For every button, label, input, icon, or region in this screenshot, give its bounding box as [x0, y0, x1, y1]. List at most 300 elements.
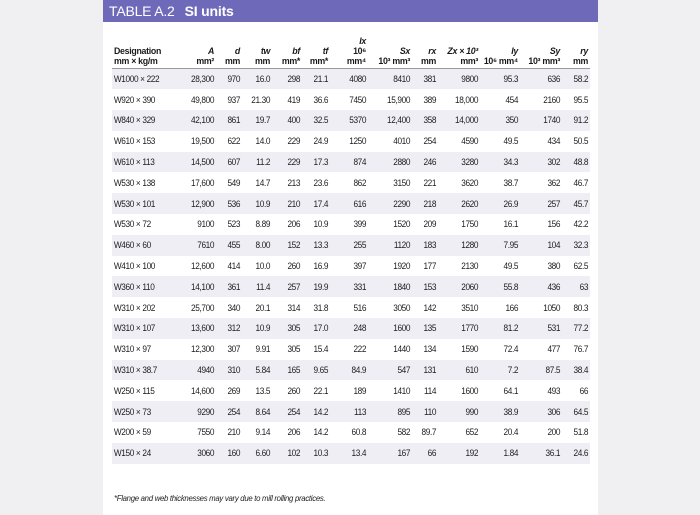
- value-cell: 66: [427, 448, 437, 459]
- table-row: [112, 380, 590, 401]
- value-cell: 8.64: [255, 406, 271, 417]
- value-cell: 84.9: [351, 365, 367, 376]
- value-cell: 312: [227, 323, 241, 334]
- value-cell: 218: [423, 198, 437, 209]
- designation-cell: W310 × 38.7: [113, 365, 157, 376]
- value-cell: 183: [423, 240, 437, 251]
- value-cell: 1750: [461, 219, 479, 230]
- value-cell: 652: [465, 427, 479, 438]
- header-symbol: Iy: [511, 46, 518, 56]
- header-unit: mm: [572, 56, 588, 66]
- value-cell: 229: [287, 136, 301, 147]
- value-cell: 7.95: [503, 240, 519, 251]
- value-cell: 46.7: [573, 177, 589, 188]
- value-cell: 34.3: [503, 157, 519, 168]
- value-cell: 582: [397, 427, 411, 438]
- designation-cell: W460 × 60: [113, 240, 151, 251]
- value-cell: 298: [287, 74, 301, 85]
- value-cell: 477: [547, 344, 561, 355]
- value-cell: 12,600: [191, 261, 215, 272]
- value-cell: 314: [287, 302, 301, 313]
- table-row: [112, 297, 590, 318]
- value-cell: 3150: [393, 177, 411, 188]
- value-cell: 38.4: [573, 365, 589, 376]
- value-cell: 260: [287, 385, 301, 396]
- value-cell: 55.8: [503, 281, 519, 292]
- header-col-8: [412, 35, 438, 69]
- header-symbol: Zx × 10³: [447, 46, 478, 56]
- value-cell: 21.30: [251, 94, 271, 105]
- value-cell: 62.5: [573, 261, 589, 272]
- header-unit: mm × kg/m: [114, 56, 158, 66]
- value-cell: 1.84: [503, 448, 519, 459]
- value-cell: 134: [423, 344, 437, 355]
- header-symbol: tf: [322, 46, 328, 56]
- table-row: [112, 110, 590, 131]
- value-cell: 32.3: [573, 240, 589, 251]
- value-cell: 310: [227, 365, 241, 376]
- header-unit: mm²: [196, 56, 214, 66]
- value-cell: 206: [287, 219, 301, 230]
- header-col-12: [562, 35, 590, 69]
- value-cell: 389: [423, 94, 437, 105]
- value-cell: 455: [227, 240, 241, 251]
- header-symbol: A: [207, 46, 214, 56]
- value-cell: 350: [505, 115, 519, 126]
- value-cell: 66: [579, 385, 589, 396]
- value-cell: 1440: [393, 344, 411, 355]
- value-cell: 434: [547, 136, 561, 147]
- table-row: [112, 172, 590, 193]
- designation-cell: W310 × 97: [113, 344, 151, 355]
- value-cell: 189: [353, 385, 367, 396]
- value-cell: 206: [287, 427, 301, 438]
- table-row: [112, 339, 590, 360]
- header-symbol: tw: [260, 46, 270, 56]
- value-cell: 20.4: [503, 427, 519, 438]
- header-symbol: Ix: [359, 36, 366, 46]
- table-row: [112, 89, 590, 110]
- value-cell: 5.84: [255, 365, 271, 376]
- value-cell: 531: [547, 323, 561, 334]
- header-unit: mm*: [281, 56, 300, 66]
- table-number: TABLE A.2: [109, 3, 175, 19]
- table-row: [112, 276, 590, 297]
- table-row: [112, 422, 590, 443]
- table-row: [112, 401, 590, 422]
- value-cell: 14.2: [313, 406, 329, 417]
- value-cell: 1840: [393, 281, 411, 292]
- value-cell: 7550: [197, 427, 215, 438]
- value-cell: 142: [423, 302, 437, 313]
- designation-cell: W150 × 24: [113, 448, 151, 459]
- value-cell: 11.4: [256, 281, 271, 292]
- header-unit: mm: [254, 56, 270, 66]
- value-cell: 11.2: [256, 157, 271, 168]
- value-cell: 104: [547, 240, 561, 251]
- value-cell: 177: [423, 261, 437, 272]
- table-row: [112, 131, 590, 152]
- header-unit: mm: [420, 56, 436, 66]
- header-row: [112, 35, 590, 69]
- value-cell: 862: [353, 177, 367, 188]
- value-cell: 269: [227, 385, 241, 396]
- value-cell: 9.14: [255, 427, 271, 438]
- value-cell: 192: [465, 448, 479, 459]
- value-cell: 536: [227, 198, 241, 209]
- value-cell: 49.5: [503, 136, 519, 147]
- value-cell: 2060: [461, 281, 479, 292]
- value-cell: 16.0: [255, 74, 271, 85]
- value-cell: 5370: [349, 115, 367, 126]
- header-col-6: [330, 35, 368, 69]
- footnote: *Flange and web thicknesses may vary due to mill rolling practices.: [114, 494, 326, 503]
- value-cell: 861: [227, 115, 241, 126]
- value-cell: 1250: [349, 136, 367, 147]
- header-symbol: bf: [292, 46, 300, 56]
- value-cell: 42,100: [191, 115, 215, 126]
- value-cell: 16.1: [503, 219, 519, 230]
- value-cell: 156: [547, 219, 561, 230]
- header-unit: 10³ mm³: [528, 56, 560, 66]
- value-cell: 361: [227, 281, 241, 292]
- value-cell: 622: [227, 136, 241, 147]
- value-cell: 76.7: [573, 344, 589, 355]
- value-cell: 1050: [543, 302, 561, 313]
- value-cell: 12,300: [191, 344, 215, 355]
- value-cell: 2620: [461, 198, 479, 209]
- value-cell: 1770: [461, 323, 479, 334]
- value-cell: 254: [287, 406, 301, 417]
- header-symbol: Designation: [114, 46, 162, 56]
- value-cell: 358: [423, 115, 437, 126]
- value-cell: 1520: [393, 219, 411, 230]
- value-cell: 1590: [461, 344, 479, 355]
- value-cell: 131: [423, 365, 437, 376]
- header-unit: mm*: [309, 56, 328, 66]
- value-cell: 3060: [197, 448, 215, 459]
- value-cell: 14.2: [313, 427, 329, 438]
- header-unit: mm: [224, 56, 240, 66]
- value-cell: 516: [353, 302, 367, 313]
- value-cell: 419: [287, 94, 301, 105]
- value-cell: 610: [465, 365, 479, 376]
- table-row: [112, 256, 590, 277]
- value-cell: 17.0: [313, 323, 329, 334]
- value-cell: 167: [397, 448, 411, 459]
- designation-cell: W530 × 101: [113, 198, 156, 209]
- value-cell: 24.6: [573, 448, 589, 459]
- value-cell: 166: [505, 302, 519, 313]
- header-unit: 10³ mm³: [378, 56, 410, 66]
- value-cell: 990: [465, 406, 479, 417]
- value-cell: 81.2: [503, 323, 519, 334]
- value-cell: 22.1: [313, 385, 329, 396]
- value-cell: 248: [353, 323, 367, 334]
- designation-cell: W920 × 390: [113, 94, 156, 105]
- value-cell: 3510: [461, 302, 479, 313]
- header-symbol: rx: [428, 46, 436, 56]
- table-subtitle: SI units: [184, 3, 234, 19]
- designation-cell: W250 × 73: [113, 406, 151, 417]
- value-cell: 1120: [393, 240, 411, 251]
- table-body: [112, 69, 590, 464]
- value-cell: 255: [353, 240, 367, 251]
- value-cell: 7610: [197, 240, 215, 251]
- value-cell: 10.9: [255, 198, 271, 209]
- table-row: [112, 193, 590, 214]
- designation-cell: W610 × 113: [113, 157, 155, 168]
- value-cell: 8410: [393, 74, 411, 85]
- value-cell: 13,600: [191, 323, 215, 334]
- value-cell: 14,500: [191, 157, 215, 168]
- value-cell: 51.8: [573, 427, 589, 438]
- header-symbol: d: [234, 46, 240, 56]
- header-symbol: Sy: [549, 46, 560, 56]
- value-cell: 32.5: [313, 115, 329, 126]
- value-cell: 26.9: [503, 198, 519, 209]
- value-cell: 77.2: [573, 323, 589, 334]
- value-cell: 10.9: [255, 323, 271, 334]
- value-cell: 200: [547, 427, 561, 438]
- value-cell: 607: [227, 157, 241, 168]
- value-cell: 209: [423, 219, 437, 230]
- value-cell: 213: [287, 177, 301, 188]
- value-cell: 10.9: [313, 219, 329, 230]
- table-row: [112, 152, 590, 173]
- value-cell: 114: [424, 385, 437, 396]
- header-col-3: [242, 35, 272, 69]
- header-unit: 10⁶ mm⁴: [483, 56, 518, 66]
- value-cell: 21.1: [313, 74, 329, 85]
- value-cell: 1280: [461, 240, 479, 251]
- value-cell: 397: [353, 261, 367, 272]
- header-col-9: [438, 35, 480, 69]
- value-cell: 10.0: [255, 261, 271, 272]
- value-cell: 1920: [393, 261, 411, 272]
- value-cell: 307: [227, 344, 241, 355]
- designation-cell: W1000 × 222: [113, 74, 160, 85]
- value-cell: 63: [579, 281, 589, 292]
- value-cell: 305: [287, 323, 301, 334]
- value-cell: 306: [547, 406, 561, 417]
- table-card: [103, 0, 598, 515]
- value-cell: 221: [423, 177, 437, 188]
- designation-cell: W310 × 202: [113, 302, 156, 313]
- value-cell: 895: [397, 406, 411, 417]
- value-cell: 87.5: [545, 365, 561, 376]
- value-cell: 19.9: [313, 281, 329, 292]
- value-cell: 229: [287, 157, 301, 168]
- value-cell: 254: [227, 406, 241, 417]
- value-cell: 49,800: [191, 94, 215, 105]
- value-cell: 10.3: [313, 448, 329, 459]
- value-cell: 45.7: [573, 198, 589, 209]
- value-cell: 7.2: [507, 365, 519, 376]
- value-cell: 547: [397, 365, 411, 376]
- table-row: [112, 235, 590, 256]
- value-cell: 25,700: [191, 302, 215, 313]
- value-cell: 14.0: [255, 136, 271, 147]
- designation-cell: W530 × 138: [113, 177, 156, 188]
- value-cell: 152: [287, 240, 301, 251]
- header-unit: mm³: [460, 56, 478, 66]
- value-cell: 8.00: [255, 240, 271, 251]
- value-cell: 1600: [393, 323, 411, 334]
- value-cell: 2160: [543, 94, 561, 105]
- value-cell: 14.7: [255, 177, 271, 188]
- value-cell: 1410: [393, 385, 411, 396]
- designation-cell: W840 × 329: [113, 115, 156, 126]
- value-cell: 2880: [393, 157, 411, 168]
- value-cell: 9.91: [255, 344, 271, 355]
- value-cell: 14,000: [455, 115, 479, 126]
- value-cell: 38.9: [503, 406, 519, 417]
- value-cell: 246: [423, 157, 437, 168]
- value-cell: 549: [227, 177, 241, 188]
- header-symbol: ry: [580, 46, 588, 56]
- value-cell: 102: [287, 448, 301, 459]
- value-cell: 17.3: [313, 157, 329, 168]
- header-unit: 10⁶ mm⁴: [346, 46, 366, 66]
- value-cell: 17,600: [191, 177, 215, 188]
- designation-cell: W200 × 59: [113, 427, 151, 438]
- value-cell: 19.7: [255, 115, 271, 126]
- value-cell: 135: [423, 323, 437, 334]
- value-cell: 254: [423, 136, 437, 147]
- value-cell: 38.7: [503, 177, 519, 188]
- value-cell: 50.5: [573, 136, 589, 147]
- value-cell: 9100: [197, 219, 215, 230]
- value-cell: 89.7: [421, 427, 437, 438]
- table-row: [112, 69, 590, 90]
- value-cell: 210: [227, 427, 241, 438]
- value-cell: 616: [353, 198, 367, 209]
- value-cell: 13.3: [313, 240, 329, 251]
- value-cell: 1600: [461, 385, 479, 396]
- value-cell: 4940: [197, 365, 215, 376]
- value-cell: 454: [505, 94, 519, 105]
- value-cell: 414: [227, 261, 241, 272]
- value-cell: 160: [227, 448, 241, 459]
- value-cell: 7450: [349, 94, 367, 105]
- value-cell: 970: [227, 74, 241, 85]
- header-col-1: [180, 35, 216, 69]
- value-cell: 362: [547, 177, 561, 188]
- value-cell: 874: [353, 157, 367, 168]
- value-cell: 6.60: [255, 448, 271, 459]
- value-cell: 3620: [461, 177, 479, 188]
- designation-cell: W410 × 100: [113, 261, 156, 272]
- value-cell: 95.3: [503, 74, 519, 85]
- value-cell: 636: [547, 74, 561, 85]
- value-cell: 12,900: [191, 198, 215, 209]
- value-cell: 331: [353, 281, 367, 292]
- value-cell: 17.4: [313, 198, 329, 209]
- value-cell: 19,500: [191, 136, 215, 147]
- value-cell: 12,400: [387, 115, 411, 126]
- value-cell: 58.2: [573, 74, 589, 85]
- value-cell: 18,000: [455, 94, 479, 105]
- value-cell: 493: [547, 385, 561, 396]
- table-title-banner: [103, 0, 598, 22]
- table-row: [112, 214, 590, 235]
- header-col-7: [368, 35, 412, 69]
- header-col-10: [480, 35, 520, 69]
- value-cell: 2130: [461, 261, 479, 272]
- value-cell: 4590: [461, 136, 479, 147]
- header-col-2: [216, 35, 242, 69]
- value-cell: 42.2: [573, 219, 589, 230]
- header-col-11: [520, 35, 562, 69]
- header-col-4: [272, 35, 302, 69]
- value-cell: 36.6: [313, 94, 329, 105]
- value-cell: 3280: [461, 157, 479, 168]
- designation-cell: W530 × 72: [113, 219, 151, 230]
- value-cell: 28,300: [191, 74, 215, 85]
- value-cell: 153: [423, 281, 437, 292]
- value-cell: 8.89: [255, 219, 271, 230]
- value-cell: 381: [423, 74, 437, 85]
- value-cell: 15.4: [313, 344, 329, 355]
- value-cell: 210: [287, 198, 301, 209]
- value-cell: 24.9: [313, 136, 329, 147]
- designation-cell: W250 × 115: [113, 385, 155, 396]
- value-cell: 23.6: [313, 177, 329, 188]
- value-cell: 257: [287, 281, 301, 292]
- value-cell: 31.8: [313, 302, 329, 313]
- designation-cell: W610 × 153: [113, 136, 156, 147]
- value-cell: 13.5: [255, 385, 271, 396]
- value-cell: 13.4: [351, 448, 367, 459]
- value-cell: 399: [353, 219, 367, 230]
- table-row: [112, 360, 590, 381]
- value-cell: 257: [547, 198, 561, 209]
- value-cell: 72.4: [503, 344, 519, 355]
- value-cell: 113: [354, 406, 367, 417]
- header-designation: [112, 35, 180, 69]
- value-cell: 302: [547, 157, 561, 168]
- value-cell: 9.65: [313, 365, 329, 376]
- designation-cell: W360 × 110: [113, 281, 155, 292]
- value-cell: 64.5: [573, 406, 589, 417]
- si-units-table: [112, 35, 590, 464]
- value-cell: 110: [424, 406, 437, 417]
- header-symbol: Sx: [399, 46, 410, 56]
- value-cell: 1740: [543, 115, 561, 126]
- value-cell: 3050: [393, 302, 411, 313]
- table-row: [112, 318, 590, 339]
- value-cell: 20.1: [255, 302, 271, 313]
- value-cell: 340: [227, 302, 241, 313]
- value-cell: 380: [547, 261, 561, 272]
- value-cell: 36.1: [545, 448, 561, 459]
- value-cell: 4080: [349, 74, 367, 85]
- value-cell: 49.5: [503, 261, 519, 272]
- value-cell: 14,600: [191, 385, 215, 396]
- value-cell: 165: [287, 365, 301, 376]
- header-col-5: [302, 35, 330, 69]
- value-cell: 95.5: [573, 94, 589, 105]
- value-cell: 2290: [393, 198, 411, 209]
- value-cell: 64.1: [503, 385, 519, 396]
- value-cell: 523: [227, 219, 241, 230]
- value-cell: 4010: [393, 136, 411, 147]
- value-cell: 91.2: [573, 115, 589, 126]
- table-row: [112, 443, 590, 464]
- value-cell: 222: [353, 344, 367, 355]
- value-cell: 436: [547, 281, 561, 292]
